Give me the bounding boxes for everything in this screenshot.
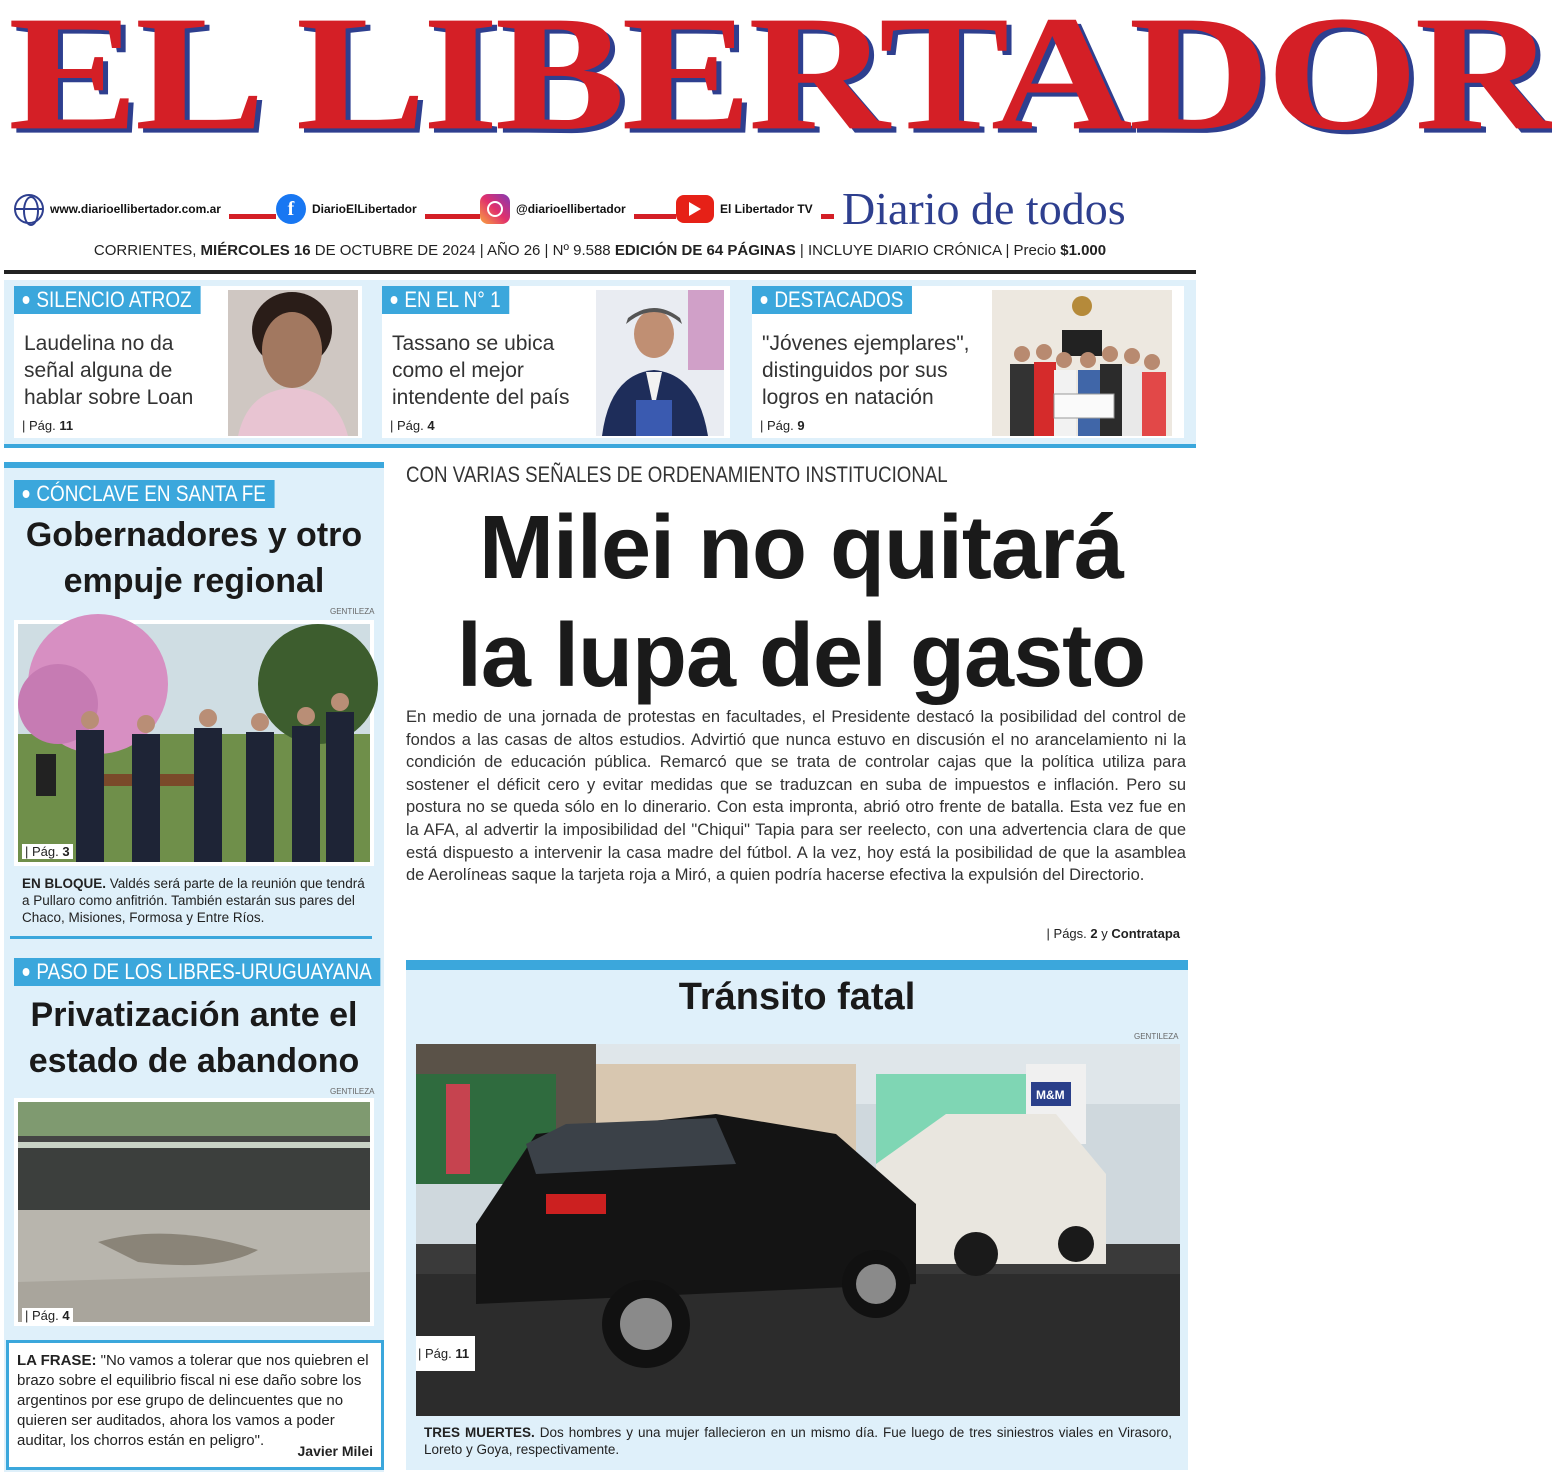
dateline-rule: [4, 270, 1196, 274]
teaser-kicker: SILENCIO ATROZ: [14, 286, 200, 314]
story1-photo: [14, 620, 374, 866]
story1-page-ref: | Pág. 3: [22, 844, 73, 859]
transit-photo: [416, 1044, 1180, 1416]
slogan: Diario de todos: [842, 183, 1126, 234]
teaser-text: "Jóvenes ejemplares", distinguidos por sus logros en natación: [762, 332, 970, 409]
main-lead: En medio de una jornada de protestas en facultades, el Presidente destacó la posibilidad del control de fondos a las casas de altos estudios. Advirtió que nunca estuvo en discusión el no arancelamiento ni la condición de educación pública. Remarcó que se trata de controlar cajas que la política utiliza para sostener el déficit cero y evitar medidas que se traduzcan en suba de impuestos e inflación. Pero su postura no se queda sólo en lo dinerario. Con esta impronta, abrió otro frente de batalla. Esta vez fue en la AFA, al advertir la imposibilidad del "Chiqui" Tapia para ser reelecto, con una advertencia clara de que está dispuesto a intervenir la casa madre del fútbol. A la vez, hoy está la posibilidad de que la asamblea de Aerolíneas saque la tarjeta roja a Miró, a quien podría hacerse efectiva la expulsión del Directorio.: [406, 708, 1186, 885]
story2-photo: [14, 1098, 374, 1326]
dateline: [0, 242, 1200, 268]
quote-text: "No vamos a tolerar que nos quiebren el brazo sobre el equilibrio fiscal ni ese daño sobre los argentinos por ese grupo de delincuentes que no quieren ser auditados, ahora los vamos a poder auditar, los chorros están en peligro".: [17, 1352, 369, 1449]
bullet-icon: [23, 968, 30, 976]
bullet-icon: [23, 296, 30, 304]
teaser-page-ref: | Pág. 9: [760, 418, 805, 433]
main-headline-line1: Milei no quitará: [478, 498, 1124, 598]
teaser-destacados[interactable]: [752, 286, 1184, 438]
quote-author: Javier Milei: [297, 1443, 373, 1459]
dateline-includes: | INCLUYE DIARIO CRÓNICA | Precio: [799, 242, 1057, 259]
dateline-edition: EDICIÓN DE 64 PÁGINAS: [614, 242, 796, 259]
governors-photo-icon: [18, 624, 370, 862]
dateline-weekday: MIÉRCOLES 16: [200, 242, 311, 259]
instagram-link[interactable]: [480, 194, 634, 224]
instagram-handle: @diarioellibertador: [516, 202, 626, 216]
main-headline-line2: la lupa del gasto: [456, 606, 1146, 706]
story1-headline[interactable]: Gobernadores y otro empuje regional: [25, 516, 363, 600]
teaser-en-el-n1[interactable]: [382, 286, 730, 438]
teaser-photo-swimmers: [992, 290, 1172, 436]
teaser-kicker: DESTACADOS: [752, 286, 912, 314]
car-crash-photo-icon: [416, 1044, 1180, 1416]
website-link[interactable]: [14, 194, 229, 224]
newspaper-title: EL LIBERTADOR: [8, 0, 1552, 165]
bullet-icon: [761, 296, 768, 304]
woman-portrait-icon: [228, 290, 358, 436]
dateline-price: $1.000: [1060, 242, 1107, 259]
transit-headline[interactable]: Tránsito fatal: [678, 976, 916, 1018]
quote-box: [6, 1340, 384, 1470]
teaser-photo-tassano: [596, 290, 724, 436]
main-overline: CON VARIAS SEÑALES DE ORDENAMIENTO INSTITUCIONAL: [406, 462, 948, 487]
main-headline[interactable]: [406, 494, 1196, 710]
story1-kicker: CÓNCLAVE EN SANTA FE: [14, 480, 275, 508]
instagram-icon: [480, 194, 510, 224]
facebook-link[interactable]: [276, 194, 425, 224]
left-divider: [10, 936, 372, 939]
bullet-icon: [23, 490, 30, 498]
teaser-text: Laudelina no da señal alguna de hablar sobre Loan: [24, 332, 194, 409]
youtube-channel: El Libertador TV: [720, 202, 813, 216]
bullet-icon: [391, 296, 398, 304]
main-page-ref: | Págs. 2 y Contratapa: [1046, 926, 1180, 941]
teaser-strip: [4, 280, 1196, 448]
website-url: www.diarioellibertador.com.ar: [50, 202, 221, 216]
transit-caption: TRES MUERTES. Dos hombres y una mujer fallecieron en un mismo día. Fue luego de tres siniestros viales en Virasoro, Loreto y Goya, respectivamente.: [424, 1425, 1172, 1457]
teaser-page-ref: | Pág. 11: [22, 418, 74, 433]
story2-headline[interactable]: Privatización ante el estado de abandono: [28, 996, 360, 1080]
story1-caption: EN BLOQUE. Valdés será parte de la reunión que tendrá a Pullaro como anfitrión. También estarán sus pares del Chaco, Misiones, Formosa y Entre Ríos.: [22, 876, 365, 925]
damaged-bridge-icon: [18, 1102, 370, 1322]
photo-credit: GENTILEZA: [330, 1087, 375, 1096]
teaser-kicker: EN EL N° 1: [382, 286, 509, 314]
group-photo-icon: [992, 290, 1172, 436]
transit-page-ref: | Pág. 11: [416, 1336, 475, 1371]
facebook-icon: f: [276, 194, 306, 224]
man-at-podium-icon: [596, 290, 724, 436]
masthead: [0, 0, 1552, 188]
youtube-link[interactable]: [676, 194, 821, 224]
social-bar: [14, 192, 834, 226]
globe-icon: [14, 194, 44, 224]
store-sign: M&M: [1036, 1088, 1065, 1102]
quote-label: LA FRASE:: [17, 1352, 97, 1369]
youtube-icon: [676, 195, 714, 223]
facebook-handle: DiarioElLibertador: [312, 202, 417, 216]
dateline-issue: DE OCTUBRE DE 2024 | AÑO 26 | Nº 9.588: [314, 242, 611, 259]
photo-credit: GENTILEZA: [330, 607, 375, 616]
teaser-silencio-atroz[interactable]: [14, 286, 362, 438]
teaser-text: Tassano se ubica como el mejor intendente del país: [392, 332, 570, 409]
teaser-photo-woman: [228, 290, 358, 436]
dateline-city: CORRIENTES,: [93, 242, 197, 259]
teaser-page-ref: | Pág. 4: [390, 418, 435, 433]
story2-page-ref: | Pág. 4: [22, 1308, 73, 1323]
story2-kicker: PASO DE LOS LIBRES-URUGUAYANA: [14, 958, 380, 986]
photo-credit: GENTILEZA: [1134, 1032, 1179, 1041]
